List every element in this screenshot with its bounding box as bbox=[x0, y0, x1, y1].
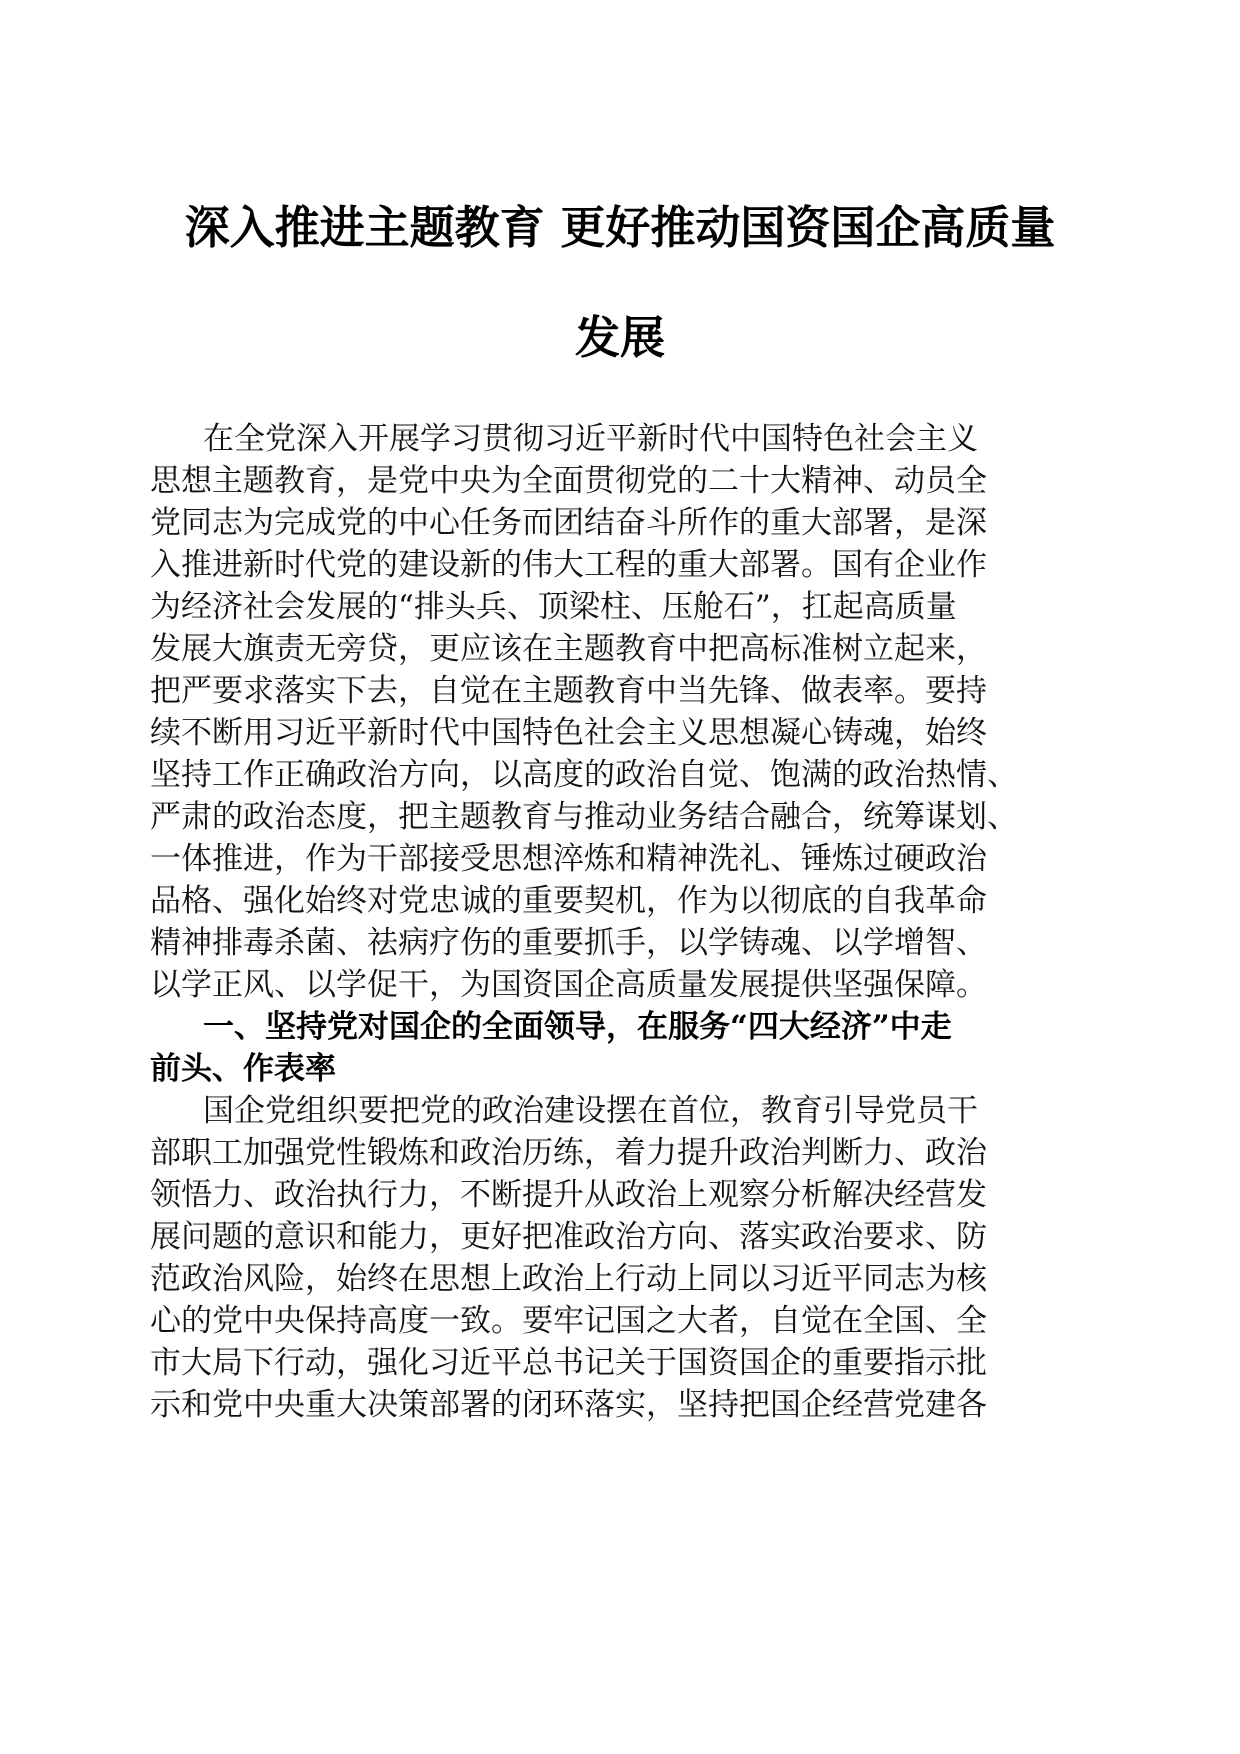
paragraph-2-line-8: 示和党中央重大决策部署的闭环落实，坚持把国企经营党建各 bbox=[150, 1387, 987, 1423]
paragraph-2-line-3: 领悟力、政治执行力，不断提升从政治上观察分析解决经营发 bbox=[150, 1177, 987, 1213]
paragraph-1-line-12: 品格、强化始终对党忠诚的重要契机，作为以彻底的自我革命 bbox=[150, 883, 987, 919]
paragraph-2-line-1: 国企党组织要把党的政治建设摆在首位，教育引导党员干 bbox=[203, 1093, 978, 1129]
paragraph-2-line-5: 范政治风险，始终在思想上政治上行动上同以习近平同志为核 bbox=[150, 1261, 987, 1297]
paragraph-1-line-5: 为经济社会发展的“排头兵、顶梁柱、压舱石”，扛起高质量 bbox=[150, 589, 957, 625]
paragraph-1-line-1: 在全党深入开展学习贯彻习近平新时代中国特色社会主义 bbox=[203, 421, 978, 457]
paragraph-1-line-6: 发展大旗责无旁贷，更应该在主题教育中把高标准树立起来， bbox=[150, 631, 987, 667]
paragraph-1-line-9: 坚持工作正确政治方向，以高度的政治自觉、饱满的政治热情、 bbox=[150, 757, 1018, 793]
paragraph-1-line-7: 把严要求落实下去，自觉在主题教育中当先锋、做表率。要持 bbox=[150, 673, 987, 709]
paragraph-1-line-14: 以学正风、以学促干，为国资国企高质量发展提供坚强保障。 bbox=[150, 967, 987, 1003]
paragraph-2-line-2: 部职工加强党性锻炼和政治历练，着力提升政治判断力、政治 bbox=[150, 1135, 987, 1171]
paragraph-1-line-13: 精神排毒杀菌、祛病疗伤的重要抓手，以学铸魂、以学增智、 bbox=[150, 925, 987, 961]
paragraph-2-line-4: 展问题的意识和能力，更好把准政治方向、落实政治要求、防 bbox=[150, 1219, 987, 1255]
paragraph-1-line-3: 党同志为完成党的中心任务而团结奋斗所作的重大部署，是深 bbox=[150, 505, 987, 541]
paragraph-1-line-10: 严肃的政治态度，把主题教育与推动业务结合融合，统筹谋划、 bbox=[150, 799, 1018, 835]
paragraph-1-line-2: 思想主题教育，是党中央为全面贯彻党的二十大精神、动员全 bbox=[150, 463, 987, 499]
document-title-line-2: 发展 bbox=[574, 311, 665, 364]
document-title-line-1: 深入推进主题教育 更好推动国资国企高质量 bbox=[184, 201, 1056, 254]
section-heading-line-1: 一、坚持党对国企的全面领导，在服务“四大经济”中走 bbox=[203, 1009, 952, 1045]
paragraph-1-line-4: 入推进新时代党的建设新的伟大工程的重大部署。国有企业作 bbox=[150, 547, 987, 583]
paragraph-2-line-7: 市大局下行动，强化习近平总书记关于国资国企的重要指示批 bbox=[150, 1345, 987, 1381]
paragraph-2-line-6: 心的党中央保持高度一致。要牢记国之大者，自觉在全国、全 bbox=[150, 1303, 987, 1339]
paragraph-1-line-8: 续不断用习近平新时代中国特色社会主义思想凝心铸魂，始终 bbox=[150, 715, 987, 751]
section-heading-line-2: 前头、作表率 bbox=[150, 1051, 336, 1087]
paragraph-1-line-11: 一体推进，作为干部接受思想淬炼和精神洗礼、锤炼过硬政治 bbox=[150, 841, 987, 877]
